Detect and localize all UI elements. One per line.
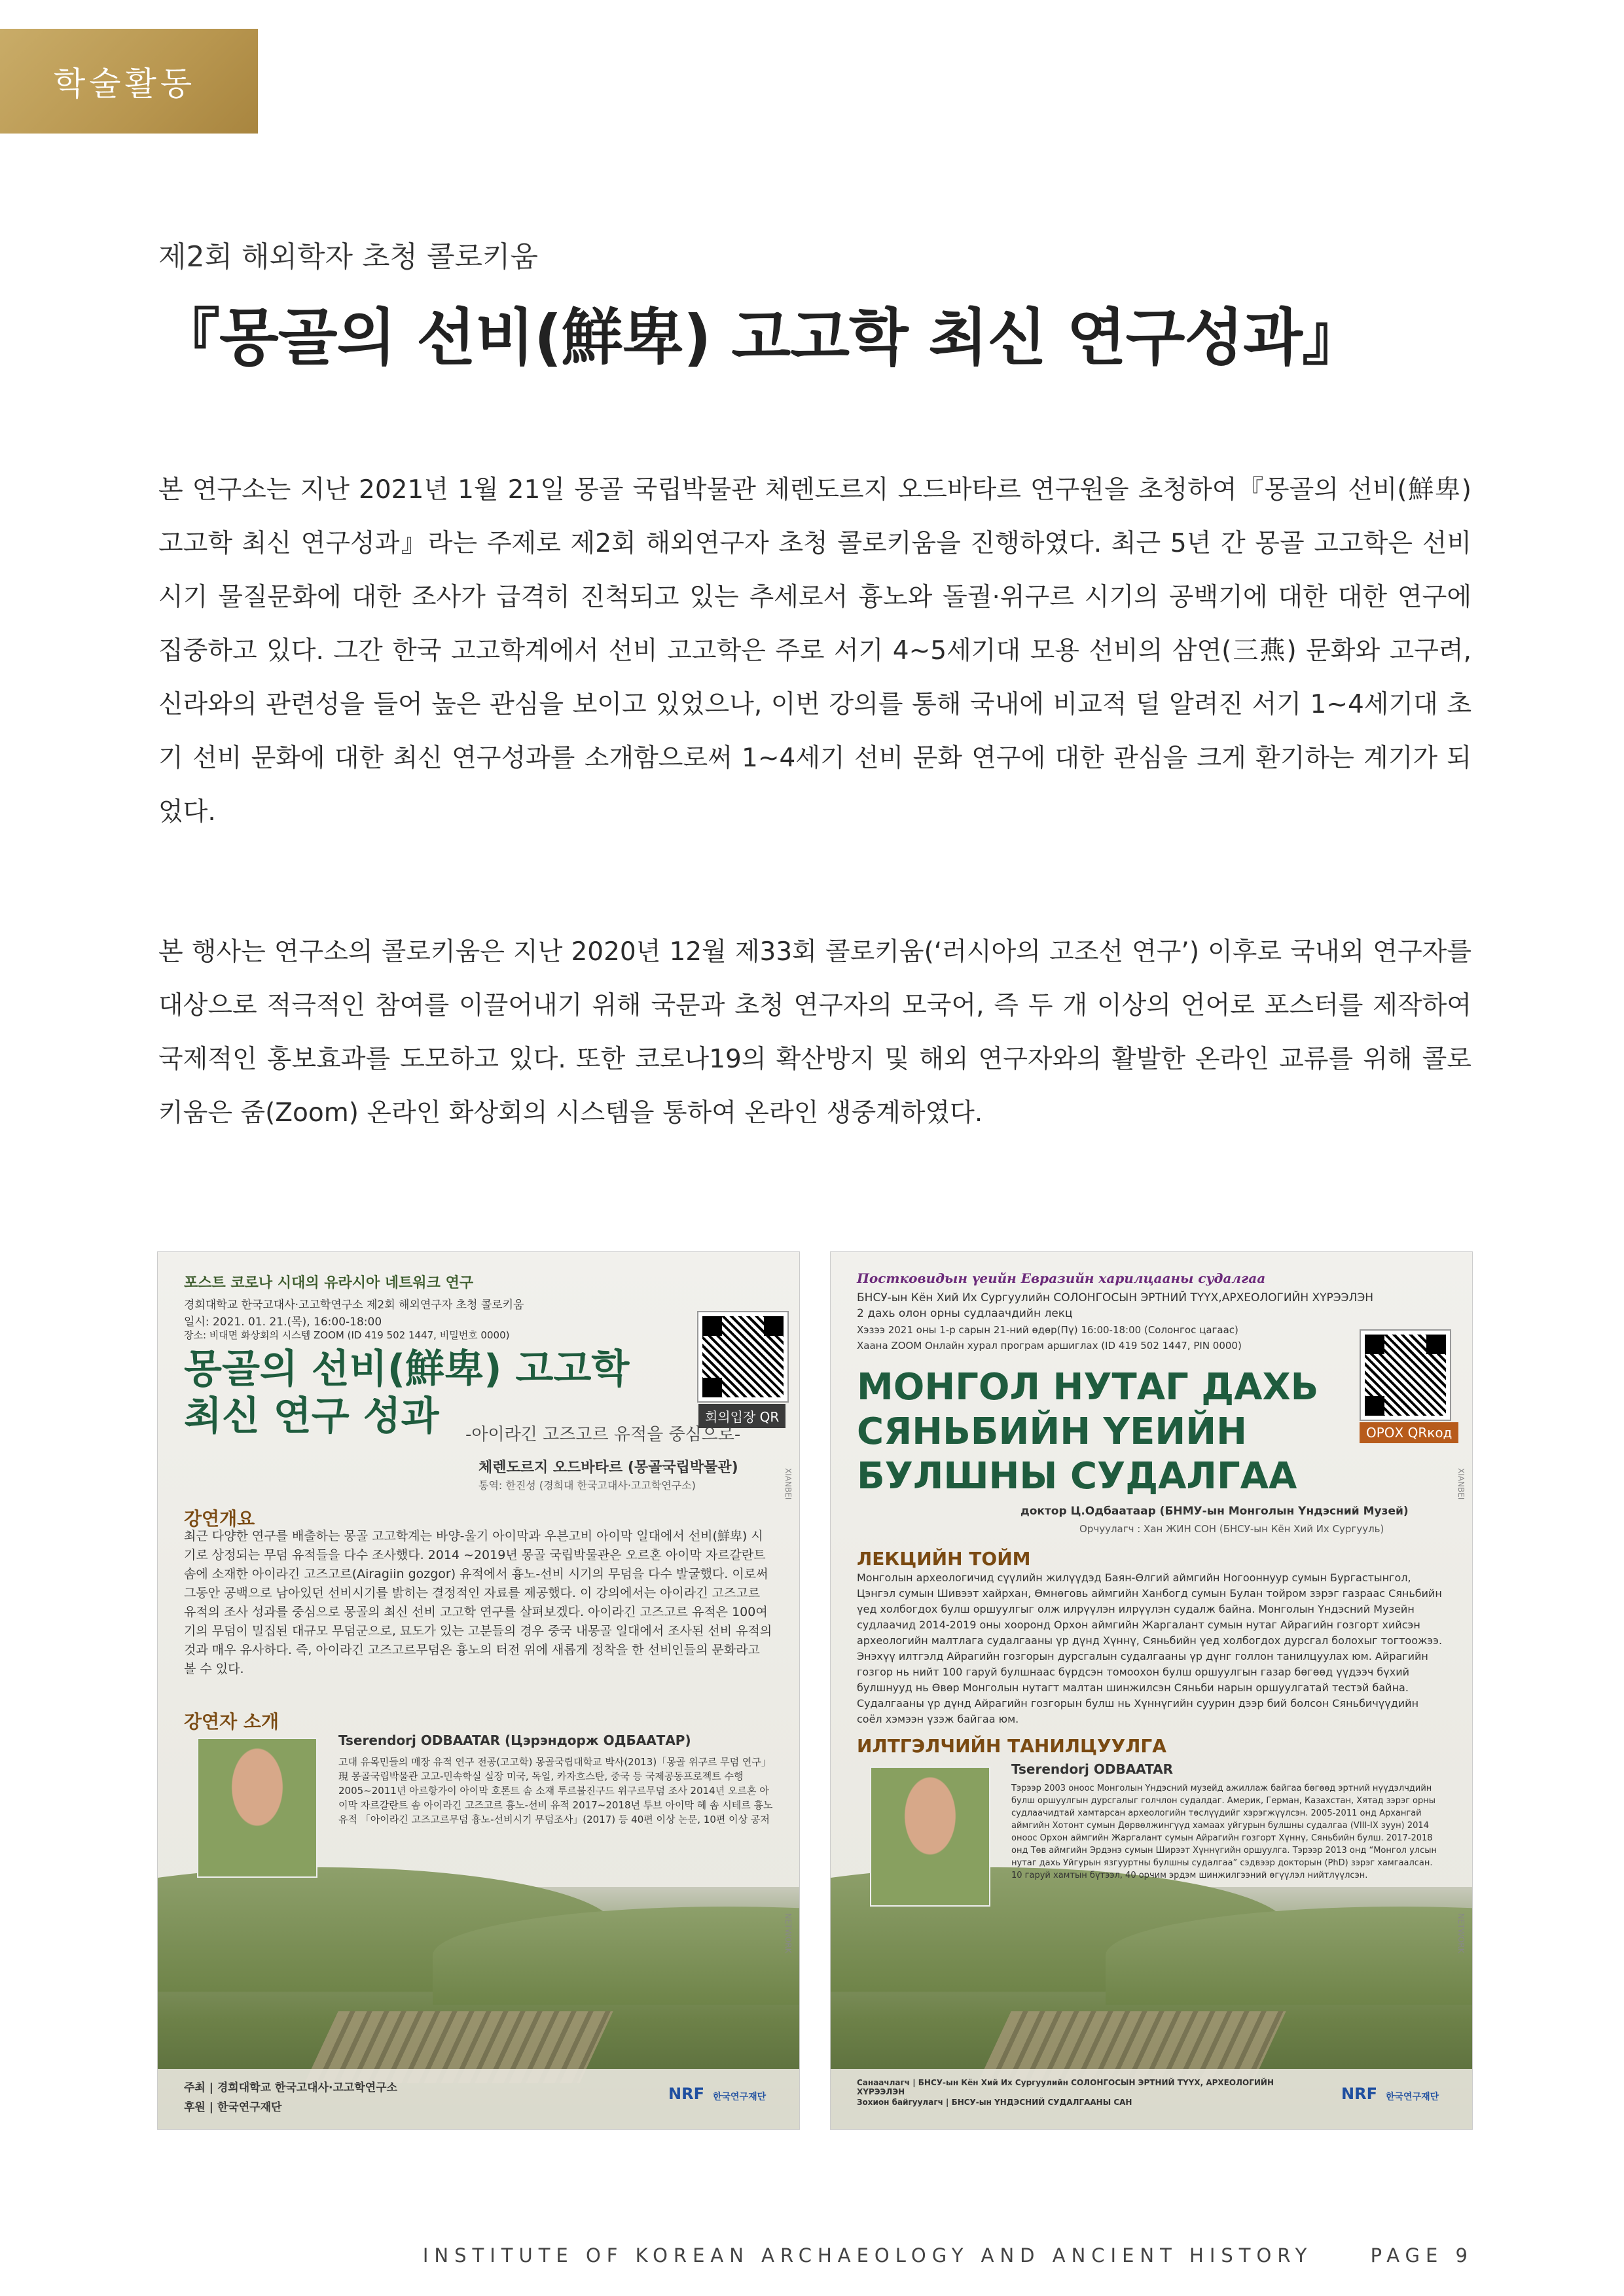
body-paragraph-2: 본 행사는 연구소의 콜로키움은 지난 2020년 12월 제33회 콜로키움(‘러시아의 고조선 연구’) 이후로 국내외 연구자를 대상으로 적극적인 참여를 이끌어내기 위해 국문과 초청 연구자의 모국어, 즉 두 개 이상의 언어로 포스터를 제작하여 국제적인 홍보효과를 도모하고 있다. 또한 코로나19의 확산방지 및 해외 연구자와의 활발한 온라인 교류를 위해 콜로키움은 줌(Zoom) 온라인 화상회의 시스템을 통하여 온라인 생중계하였다. [158, 937, 1471, 1128]
poster-series: 포스트 코로나 시대의 유라시아 네트워크 연구 [184, 1275, 474, 1291]
poster-interpreter: 통역: 한진성 (경희대 한국고대사·고고학연구소) [478, 1479, 696, 1492]
poster-host: Санаачлагч | БНСУ-ын Кён Хий Их Сургуулийн СОЛОНГОСЫН ЭРТНИЙ ТҮҮХ, АРХЕОЛОГИЙН ХҮРЭЭЛЭН [857, 2078, 1274, 2096]
poster-interpreter: Орчуулагч : Хан ЖИН СОН (БНСУ-ын Кён Хий Их Сургууль) [1079, 1523, 1384, 1535]
footer-page-number: PAGE 9 [1370, 2244, 1473, 2267]
nrf-logo-sub: 한국연구재단 [1386, 2092, 1439, 2102]
poster-bio-text: Тэрээр 2003 оноос Монголын Үндэсний музейд ажиллаж байгаа бөгөөд эртний нүүдэлчдийн булш оршуулгын дурсгалыг голчлон судалдаг. Америк, Герман, Казахстан, Хятад зэрэг орны судлаачидтай хамтарсан археологийн төслүүдийг хэрэгжүүлсэн. 2005-2011 онд Архангай аймгийн Хотонт сумын Дөрвөлжингүүд хамаах уйгурын булшны судалгаа (VIII-IX зуун) 2014 оноос Орхон аймгийн Жаргалант сумын Айрагийн гозгорт Хүннү, Сяньбийн булш. 2017-2018 онд Төв аймгийн Эрдэнэ сумын Ширээт Хүннүгийн оршуулга. Тэрээр 2013 онд “Монгол улсын нутаг дахь Уйгурын язгууртны булшны судалгаа” сэдвээр докторын (PhD) зэрэг хамгаалсан. 10 гаруй хамтын бүтээл, 40 орчим эрдэм шинжилгээний өгүүлэл нийтлүүлсэн. [1011, 1784, 1437, 1880]
poster-host-line-2: 2 дахь олон орны судлаачдийн лекц [857, 1307, 1073, 1320]
poster-vertical-label-bottom: NETWORK [1456, 1913, 1466, 1954]
qr-label: ОРОХ QRкод [1360, 1422, 1458, 1443]
poster-korean [157, 1251, 800, 2130]
speaker-portrait [197, 1738, 317, 1878]
poster-place-line: 장소: 비대면 화상회의 시스템 ZOOM (ID 419 502 1447, 비밀번호 0000) [184, 1329, 510, 1341]
poster-summary-text: 최근 다양한 연구를 배출하는 몽골 고고학계는 바양-울기 아이막과 우븐고비 아이막 일대에서 선비(鮮卑) 시기로 상정되는 무덤 유적들을 다수 조사했다. 2014 ~2019년 몽골 국립박물관은 오르혼 아이막 자르갈란트 솜에 소재한 아이라긴 고즈고르(Airagiin gozgor) 유적에서 흉노-선비 시기의 무덤을 다수 발굴했다. 이로써 그동안 공백으로 남아있던 선비시기를 밝히는 결정적인 자료를 제공했다. 이 강의에서는 아이라긴 고즈고르 유적의 조사 성과를 중심으로 몽골의 최신 선비 고고학 연구를 살펴보겠다. 아이라긴 고즈고르 유적은 100여 기의 무덤이 밀집된 대규모 무덤군으로, 묘도가 있는 고분들의 경우 중국 내몽골 일대에서 조사된 선비 유적의 것과 매우 유사하다. 즉, 아이라긴 고즈고르무덤은 흉노의 터전 위에 새롭게 정착을 한 선비인들의 문화라고 볼 수 있다. [184, 1529, 772, 1676]
poster-title-line-1: МОНГОЛ НУТАГ ДАХЬ [857, 1366, 1319, 1408]
poster-date-line: 일시: 2021. 01. 21.(목), 16:00-18:00 [184, 1316, 382, 1329]
poster-summary-text: Монголын археологичид сүүлийн жилүүдэд Баян-Өлгий аймгийн Ногооннуур сумын Бургастынгол, Цэнгэл сумын Шивээт хайрхан, Өмнөговь аймгийн Ханбогд сумын Булан тойром зэрэг газраас Сяньбийн үед холбогдох булш оршуулгыг олж илрүүлэн илрүүлэн судалж байна. Монголын Үндэсний Музейн судлаачид 2014-2019 оны хооронд Орхон аймгийн Жаргалант сумын нутаг Айрагийн гозгорт хийсэн археологийн малтлага судалгааны үр дүнд Хүннү, Сяньбийн үед холбогдох дурсгал болохыг тогтоожээ. Энэхүү илтгэлд Айрагийн гозгорын дурсгалын судалгааны үр дүнг голлон танилцуулах юм. Айрагийн гозгор нь нийт 100 гаруй булшнаас бүрдсэн томоохон булш оршуулгын газар бөгөөд үүдээч бүхий булшнууд нь Өвөр Монголын нутагт малтан шинжилсэн Сяньби нарын оршуулгатай тестэй байна. Судалгааны үр дүнд Айрагийн гозгорын булш нь Хүннүгийн суурин дээр бий болсон Сяньбичүүдийн соёл хэмээн үзэж байгаа юм. [857, 1571, 1443, 1725]
poster-section-summary: 강연개요 [184, 1508, 255, 1530]
poster-bio-name: Tserendorj ODBAATAR (Цэрэндорж ОДБААТАР) [338, 1732, 691, 1748]
poster-host: 주최 | 경희대학교 한국고대사·고고학연구소 [184, 2081, 398, 2094]
qr-code [698, 1312, 787, 1401]
speaker-portrait [870, 1767, 990, 1907]
poster-date-line: Хэзээ 2021 оны 1-р сарын 21-ний өдөр(Пү) 16:00-18:00 (Солонгос цагаас) [857, 1324, 1238, 1336]
footer-organization: INSTITUTE OF KOREAN ARCHAEOLOGY AND ANCIENT HISTORY [422, 2244, 1313, 2267]
nrf-logo-sub: 한국연구재단 [713, 2092, 767, 2102]
poster-title-sub: -아이라긴 고즈고르 유적을 중심으로- [465, 1425, 741, 1444]
nrf-logo: NRF [1341, 2085, 1377, 2103]
poster-section-speaker: ИЛТГЭЛЧИЙН ТАНИЛЦУУЛГА [857, 1735, 1166, 1757]
poster-place-line: Хаана ZOOM Онлайн хурал програм аршиглах (ID 419 502 1447, PIN 0000) [857, 1340, 1242, 1352]
nrf-logo: NRF [668, 2085, 704, 2103]
poster-speaker: доктор Ц.Одбаатаар (БНМУ-ын Монголын Үндэсний Музей) [1020, 1505, 1409, 1518]
poster-host-line: 경희대학교 한국고대사·고고학연구소 제2회 해외연구자 초청 콜로키움 [184, 1299, 524, 1312]
qr-label: 회의입장 QR [698, 1404, 785, 1428]
poster-sponsor: 후원 | 한국연구재단 [184, 2101, 282, 2114]
section-tab: 학술활동 [0, 29, 258, 134]
running-footer [0, 2244, 1624, 2267]
poster-title-line-2: СЯНЬБИЙН ҮЕИЙН [857, 1410, 1247, 1453]
qr-code [1361, 1331, 1450, 1420]
poster-bio-text: 고대 유목민들의 매장 유적 연구 전공(고고학) 몽골국립대학교 박사(2013)「몽골 위구르 무덤 연구」 現 몽골국립박물관 고고-민속학실 실장 미국, 독일, 카자흐스탄, 중국 등 국제공동프로젝트 수행 2005~2011년 아르항가이 아이막 호톤트 솜 소재 투르불진구드 위구르무덤 조사 2014년 오르혼 아이막 자르갈란트 솜 아이라긴 고즈고르 흉노-선비 유적 2017~2018년 투브 아이막 헤 솜 시테르 흉노 유적 「아이라긴 고즈고르무덤 흉노-선비시기 무덤조사」(2017) 등 40편 이상 논문, 10편 이상 공저 [338, 1756, 773, 1825]
poster-vertical-label-bottom: NETWORK [784, 1913, 793, 1954]
article-subtitle: 제2회 해외학자 초청 콜로키움 [158, 240, 538, 274]
poster-vertical-label-top: XIANBEI [1456, 1468, 1466, 1500]
poster-speaker: 체렌도르지 오드바타르 (몽골국립박물관) [478, 1460, 738, 1476]
poster-sponsor: Зохион байгуулагч | БНСУ-ын ҮНДЭСНИЙ СУДАЛГААНЫ САН [857, 2098, 1132, 2107]
poster-host-line: БНСУ-ын Кён Хий Их Сургуулийн СОЛОНГОСЫН ЭРТНИЙ ТҮҮХ,АРХЕОЛОГИЙН ХҮРЭЭЛЭН [857, 1291, 1373, 1304]
poster-mongolian [830, 1251, 1473, 2130]
article-title: 『몽골의 선비(鮮卑) 고고학 최신 연구성과』 [158, 302, 1363, 374]
poster-series: Постковидын үеийн Евразийн харилцааны судалгаа [857, 1270, 1266, 1286]
poster-title-line-2: 최신 연구 성과 [184, 1393, 439, 1439]
poster-section-summary: ЛЕКЦИЙН ТОЙМ [857, 1548, 1031, 1570]
poster-section-speaker: 강연자 소개 [184, 1711, 279, 1732]
poster-vertical-label-top: XIANBEI [784, 1468, 793, 1500]
body-paragraph-1: 본 연구소는 지난 2021년 1월 21일 몽골 국립박물관 체렌도르지 오드바타르 연구원을 초청하여『몽골의 선비(鮮卑) 고고학 최신 연구성과』라는 주제로 제2회 해외연구자 초청 콜로키움을 진행하였다. 최근 5년 간 몽골 고고학은 선비 시기 물질문화에 대한 조사가 급격히 진척되고 있는 추세로서 흉노와 돌궐·위구르 시기의 공백기에 대한 대한 연구에 집중하고 있다. 그간 한국 고고학계에서 선비 고고학은 주로 서기 4~5세기대 모용 선비의 삼연(三燕) 문화와 고구려, 신라와의 관련성을 들어 높은 관심을 보이고 있었으나, 이번 강의를 통해 국내에 비교적 덜 알려진 서기 1~4세기대 초기 선비 문화에 대한 최신 연구성과를 소개함으로써 1~4세기 선비 문화 연구에 대한 관심을 크게 환기하는 계기가 되었다. [158, 475, 1471, 827]
poster-bio-name: Tserendorj ODBAATAR [1011, 1761, 1174, 1777]
poster-title-line-1: 몽골의 선비(鮮卑) 고고학 [184, 1346, 630, 1392]
poster-title-line-3: БУЛШНЫ СУДАЛГАА [857, 1455, 1297, 1498]
